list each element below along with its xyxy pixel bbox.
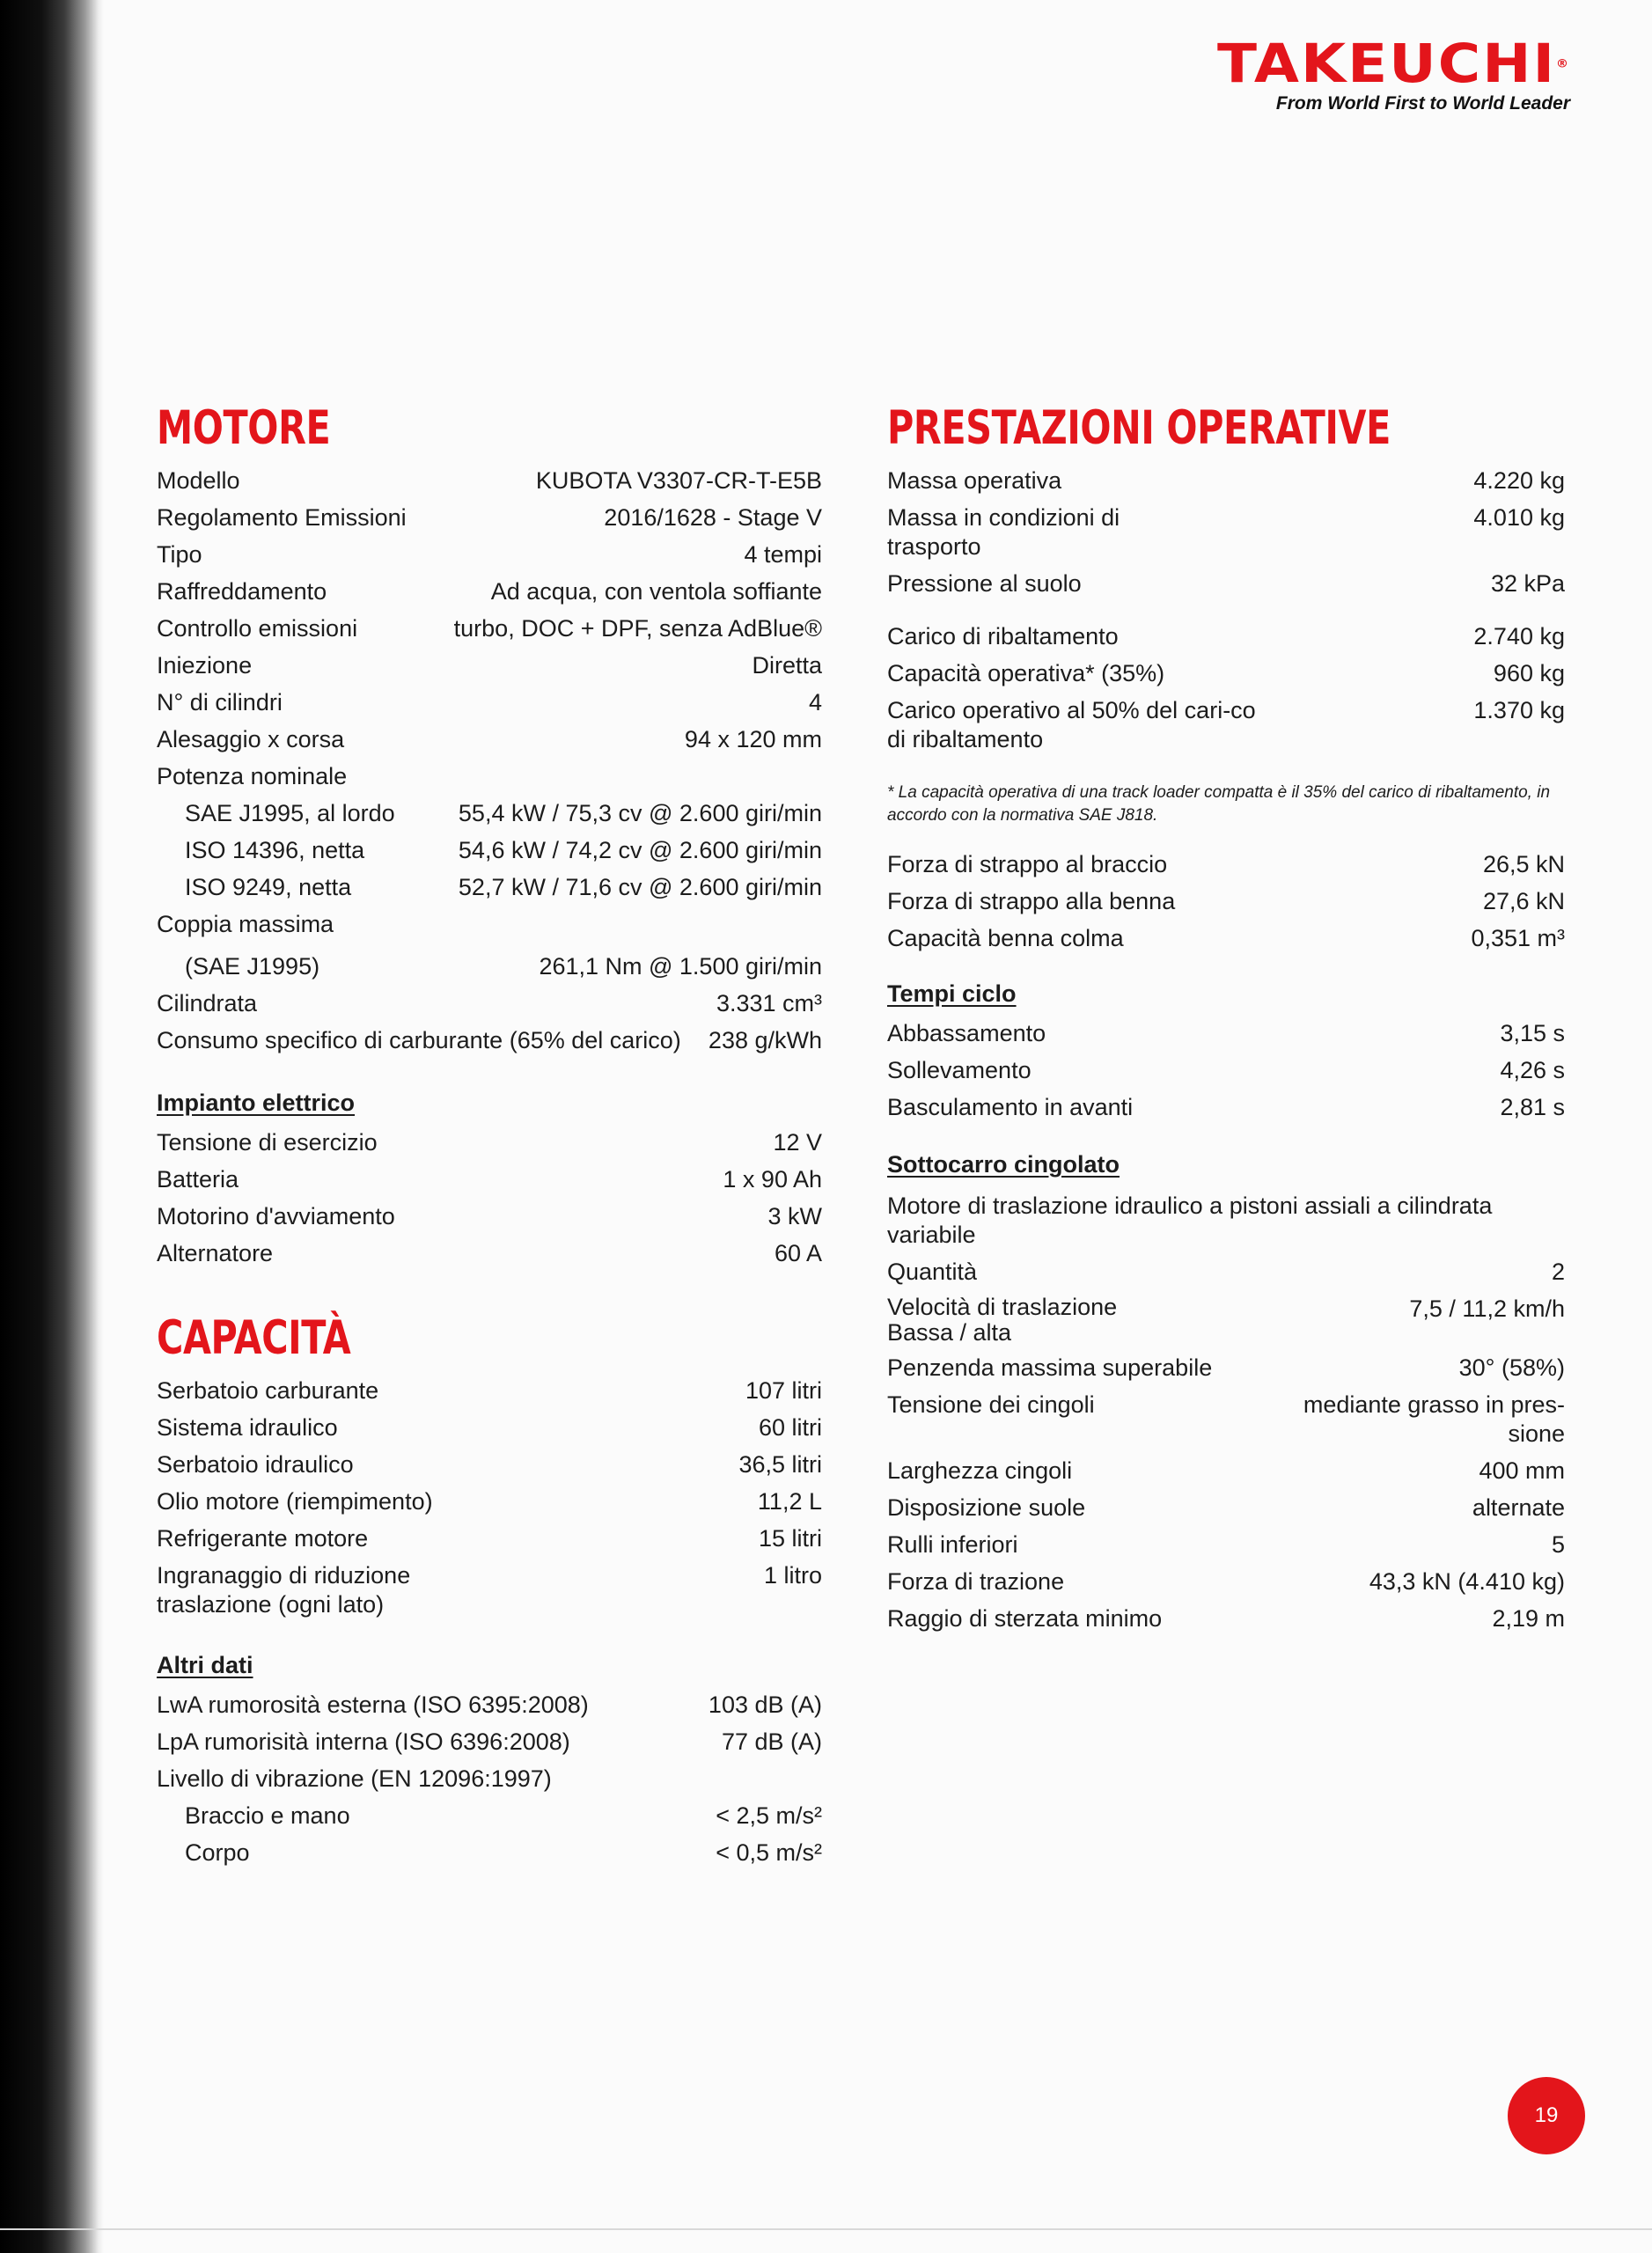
spec-row bbox=[887, 1527, 1565, 1564]
spec-row bbox=[157, 1162, 822, 1199]
spec-row bbox=[157, 611, 822, 648]
spec-row bbox=[887, 566, 1565, 603]
spec-label: Capacità benna colma bbox=[887, 925, 1124, 951]
spec-row bbox=[887, 463, 1565, 500]
tempi-specs bbox=[887, 1016, 1565, 1126]
spec-label: Massa in condizioni di trasporto bbox=[887, 504, 1120, 560]
spec-label: Batteria bbox=[157, 1166, 239, 1193]
spec-value: 4.220 kg bbox=[1473, 467, 1565, 494]
spec-row bbox=[157, 574, 822, 611]
brand-tagline: From World First to World Leader bbox=[1275, 93, 1570, 114]
spec-value: 11,2 L bbox=[757, 1488, 822, 1515]
spec-value: 55,4 kW / 75,3 cv @ 2.600 giri/min bbox=[458, 800, 822, 826]
spec-label: Raffreddamento bbox=[157, 578, 327, 605]
brand-name: TAKEUCHI bbox=[1216, 33, 1556, 95]
footnote-capacita-operativa: * La capacità operativa di una track loader compatta è il 35% del carico di ribaltamento, in accordo con la normativa SAE J818. bbox=[887, 783, 1551, 825]
spec-label: SAE J1995, al lordo bbox=[185, 800, 395, 826]
subsection-title-impianto: Impianto elettrico bbox=[157, 1090, 356, 1116]
spec-value: 960 kg bbox=[1493, 660, 1565, 686]
spec-value: 27,6 kN bbox=[1482, 888, 1565, 914]
spec-label: Quantità bbox=[887, 1259, 978, 1285]
spec-value: 2.740 kg bbox=[1473, 623, 1565, 649]
spec-label: Rulli inferiori bbox=[887, 1531, 1018, 1558]
spec-label: Tensione dei cingoli bbox=[887, 1391, 1095, 1418]
spec-value: 2 bbox=[1551, 1259, 1565, 1285]
spec-label: Pressione al suolo bbox=[887, 570, 1082, 597]
spec-row bbox=[887, 693, 1565, 759]
spec-label: Forza di strappo al braccio bbox=[887, 851, 1168, 877]
spec-value: 15 litri bbox=[758, 1525, 822, 1552]
spec-label: Forza di trazione bbox=[887, 1568, 1065, 1595]
spec-row bbox=[157, 500, 822, 537]
spec-row bbox=[157, 870, 822, 906]
spec-value: 400 mm bbox=[1479, 1457, 1565, 1484]
spec-row bbox=[157, 1687, 822, 1724]
right-column bbox=[887, 398, 1565, 1638]
spec-value: 43,3 kN (4.410 kg) bbox=[1369, 1568, 1565, 1595]
spec-value: turbo, DOC + DPF, senza AdBlue® bbox=[453, 615, 822, 642]
spec-row bbox=[887, 1254, 1565, 1291]
motore-specs bbox=[157, 463, 822, 1060]
spec-value: KUBOTA V3307-CR-T-E5B bbox=[535, 467, 822, 494]
spec-label: Alesaggio x corsa bbox=[157, 726, 345, 752]
spec-label: Ingranaggio di riduzione traslazione (ogni lato) bbox=[157, 1562, 411, 1618]
spec-label: Penzenda massima superabile bbox=[887, 1354, 1213, 1381]
spec-value: 4.010 kg bbox=[1473, 504, 1565, 531]
spec-label: Forza di strappo alla benna bbox=[887, 888, 1176, 914]
spec-row bbox=[157, 949, 822, 986]
sottocarro-specs bbox=[887, 1254, 1565, 1638]
spec-value: < 0,5 m/s² bbox=[716, 1839, 822, 1866]
spec-label: Serbatoio carburante bbox=[157, 1377, 379, 1404]
spec-label: Refrigerante motore bbox=[157, 1525, 369, 1552]
spec-label: LpA rumorisità interna (ISO 6396:2008) bbox=[157, 1728, 570, 1755]
spec-label: Alternatore bbox=[157, 1240, 274, 1266]
section-title-motore: MOTORE bbox=[157, 401, 331, 455]
spec-label: Carico operativo al 50% del cari-co di ribaltamento bbox=[887, 697, 1256, 752]
spec-row bbox=[887, 1350, 1565, 1387]
scan-binding-shadow bbox=[0, 0, 104, 2253]
spec-row bbox=[887, 656, 1565, 693]
spec-label: Corpo bbox=[185, 1839, 250, 1866]
spec-label: Sollevamento bbox=[887, 1057, 1032, 1083]
sottocarro-intro: Motore di traslazione idraulico a pistoni assiali a cilindrata variabile bbox=[887, 1193, 1493, 1248]
spec-value: 261,1 Nm @ 1.500 giri/min bbox=[539, 953, 822, 980]
spec-value: 4 bbox=[808, 689, 822, 716]
spec-value: < 2,5 m/s² bbox=[716, 1802, 822, 1829]
spec-value: 1 x 90 Ah bbox=[723, 1166, 822, 1193]
spec-row bbox=[887, 1291, 1565, 1350]
spec-value: 26,5 kN bbox=[1482, 851, 1565, 877]
spec-row bbox=[887, 1564, 1565, 1601]
potenza-heading: Potenza nominale bbox=[157, 763, 348, 789]
spec-label: Cilindrata bbox=[157, 990, 258, 1016]
page-number-badge bbox=[1508, 2077, 1585, 2154]
spec-label: Tensione di esercizio bbox=[157, 1129, 378, 1156]
spec-value: 54,6 kW / 74,2 cv @ 2.600 giri/min bbox=[458, 837, 822, 863]
spec-row bbox=[887, 884, 1565, 921]
spec-row bbox=[157, 1236, 822, 1273]
prestazioni-specs bbox=[887, 463, 1565, 759]
spec-row bbox=[887, 1387, 1565, 1453]
spec-row bbox=[157, 1521, 822, 1558]
spec-value: 60 A bbox=[774, 1240, 822, 1266]
spec-label: Velocità di traslazione Bassa / alta bbox=[887, 1294, 1118, 1346]
spec-row bbox=[887, 500, 1565, 566]
spec-label: N° di cilindri bbox=[157, 689, 283, 716]
spec-row bbox=[157, 1835, 822, 1872]
spec-label: Abbassamento bbox=[887, 1020, 1046, 1046]
spec-value: 3,15 s bbox=[1500, 1020, 1565, 1046]
spec-label: ISO 14396, netta bbox=[185, 837, 365, 863]
spec-row bbox=[157, 833, 822, 870]
spec-label: Controllo emissioni bbox=[157, 615, 358, 642]
spec-value: 60 litri bbox=[758, 1414, 822, 1441]
spec-row bbox=[157, 463, 822, 500]
spec-value: 1.370 kg bbox=[1473, 697, 1565, 723]
section-title-prestazioni: PRESTAZIONI OPERATIVE bbox=[887, 401, 1391, 455]
spec-label: Capacità operativa* (35%) bbox=[887, 660, 1165, 686]
spec-row bbox=[887, 921, 1565, 958]
spec-label: Regolamento Emissioni bbox=[157, 504, 407, 531]
spec-row bbox=[887, 1453, 1565, 1490]
registered-mark-icon: ® bbox=[1556, 57, 1570, 71]
spec-row bbox=[157, 1447, 822, 1484]
spec-label: Basculamento in avanti bbox=[887, 1094, 1134, 1120]
subsection-title-altri: Altri dati bbox=[157, 1652, 253, 1678]
spec-row bbox=[887, 619, 1565, 656]
spec-label: Olio motore (riempimento) bbox=[157, 1488, 433, 1515]
spec-label: (SAE J1995) bbox=[185, 953, 320, 980]
spec-row bbox=[157, 648, 822, 685]
spec-row bbox=[157, 1724, 822, 1761]
spec-label: Sistema idraulico bbox=[157, 1414, 338, 1441]
spec-row bbox=[157, 1798, 822, 1835]
spec-row bbox=[887, 1016, 1565, 1053]
spec-row bbox=[157, 685, 822, 722]
spec-label: Motorino d'avviamento bbox=[157, 1203, 395, 1229]
spec-value: alternate bbox=[1472, 1494, 1565, 1521]
altri-specs bbox=[157, 1687, 822, 1872]
scan-edge-line bbox=[0, 2228, 1652, 2230]
spec-row bbox=[157, 1484, 822, 1521]
spec-row bbox=[157, 1125, 822, 1162]
spec-value: 7,5 / 11,2 km/h bbox=[1409, 1295, 1565, 1322]
spec-row bbox=[157, 1199, 822, 1236]
spec-value: Ad acqua, con ventola soffiante bbox=[490, 578, 822, 605]
spec-label: Massa operativa bbox=[887, 467, 1062, 494]
spec-value: 3.331 cm³ bbox=[716, 990, 822, 1016]
spec-row bbox=[887, 847, 1565, 884]
spec-value: 32 kPa bbox=[1490, 570, 1565, 597]
forze-specs bbox=[887, 847, 1565, 958]
spec-value: 94 x 120 mm bbox=[684, 726, 822, 752]
spec-value: mediante grasso in pres-sione bbox=[1303, 1391, 1565, 1447]
spec-value: 12 V bbox=[773, 1129, 822, 1156]
spec-value: 2,81 s bbox=[1500, 1094, 1565, 1120]
spec-label: LwA rumorosità esterna (ISO 6395:2008) bbox=[157, 1692, 589, 1718]
spec-label: Larghezza cingoli bbox=[887, 1457, 1073, 1484]
spec-row bbox=[887, 1053, 1565, 1090]
spec-row bbox=[157, 1023, 822, 1060]
spec-row bbox=[157, 796, 822, 833]
spec-label: Tipo bbox=[157, 541, 202, 568]
spec-value: Diretta bbox=[752, 652, 822, 679]
capacita-specs bbox=[157, 1373, 822, 1624]
spec-label: ISO 9249, netta bbox=[185, 874, 352, 900]
spec-label: Raggio di sterzata minimo bbox=[887, 1605, 1163, 1632]
spec-value: 238 g/kWh bbox=[708, 1027, 822, 1053]
spec-value: 1 litro bbox=[763, 1562, 822, 1589]
page-number: 19 bbox=[1534, 2103, 1559, 2127]
spec-row bbox=[157, 1410, 822, 1447]
spec-value: 2016/1628 - Stage V bbox=[604, 504, 822, 531]
left-column bbox=[157, 398, 822, 1872]
spec-row bbox=[887, 1090, 1565, 1126]
spec-row bbox=[887, 1601, 1565, 1638]
spec-value: 3 kW bbox=[767, 1203, 822, 1229]
coppia-heading: Coppia massima bbox=[157, 911, 334, 937]
spec-value: 5 bbox=[1551, 1531, 1565, 1558]
spec-row bbox=[157, 986, 822, 1023]
spec-value: 4,26 s bbox=[1500, 1057, 1565, 1083]
spec-value: 103 dB (A) bbox=[708, 1692, 822, 1718]
vibrazione-heading: Livello di vibrazione (EN 12096:1997) bbox=[157, 1765, 552, 1792]
spec-label: Consumo specifico di carburante (65% del carico) bbox=[157, 1027, 681, 1053]
spec-value: 4 tempi bbox=[744, 541, 822, 568]
spec-label: Serbatoio idraulico bbox=[157, 1451, 354, 1478]
spec-row bbox=[157, 722, 822, 759]
spec-value: 52,7 kW / 71,6 cv @ 2.600 giri/min bbox=[458, 874, 822, 900]
subsection-title-sottocarro: Sottocarro cingolato bbox=[887, 1151, 1120, 1178]
spec-label: Carico di ribaltamento bbox=[887, 623, 1119, 649]
spec-row bbox=[887, 1490, 1565, 1527]
spec-label: Braccio e mano bbox=[185, 1802, 350, 1829]
spec-row bbox=[157, 537, 822, 574]
spec-value: 30° (58%) bbox=[1458, 1354, 1565, 1381]
impianto-specs bbox=[157, 1125, 822, 1273]
spec-label: Modello bbox=[157, 467, 240, 494]
spec-label: Disposizione suole bbox=[887, 1494, 1086, 1521]
spec-label: Iniezione bbox=[157, 652, 253, 679]
spec-value: 36,5 litri bbox=[738, 1451, 822, 1478]
spec-row bbox=[157, 1373, 822, 1410]
spec-value: 77 dB (A) bbox=[721, 1728, 822, 1755]
section-title-capacita: CAPACITÀ bbox=[157, 1311, 351, 1365]
spec-value: 107 litri bbox=[745, 1377, 822, 1404]
spec-value: 2,19 m bbox=[1492, 1605, 1565, 1632]
subsection-title-tempi: Tempi ciclo bbox=[887, 980, 1017, 1007]
spec-row bbox=[157, 1558, 822, 1624]
brand-logo bbox=[1216, 33, 1570, 114]
spec-value: 0,351 m³ bbox=[1471, 925, 1565, 951]
